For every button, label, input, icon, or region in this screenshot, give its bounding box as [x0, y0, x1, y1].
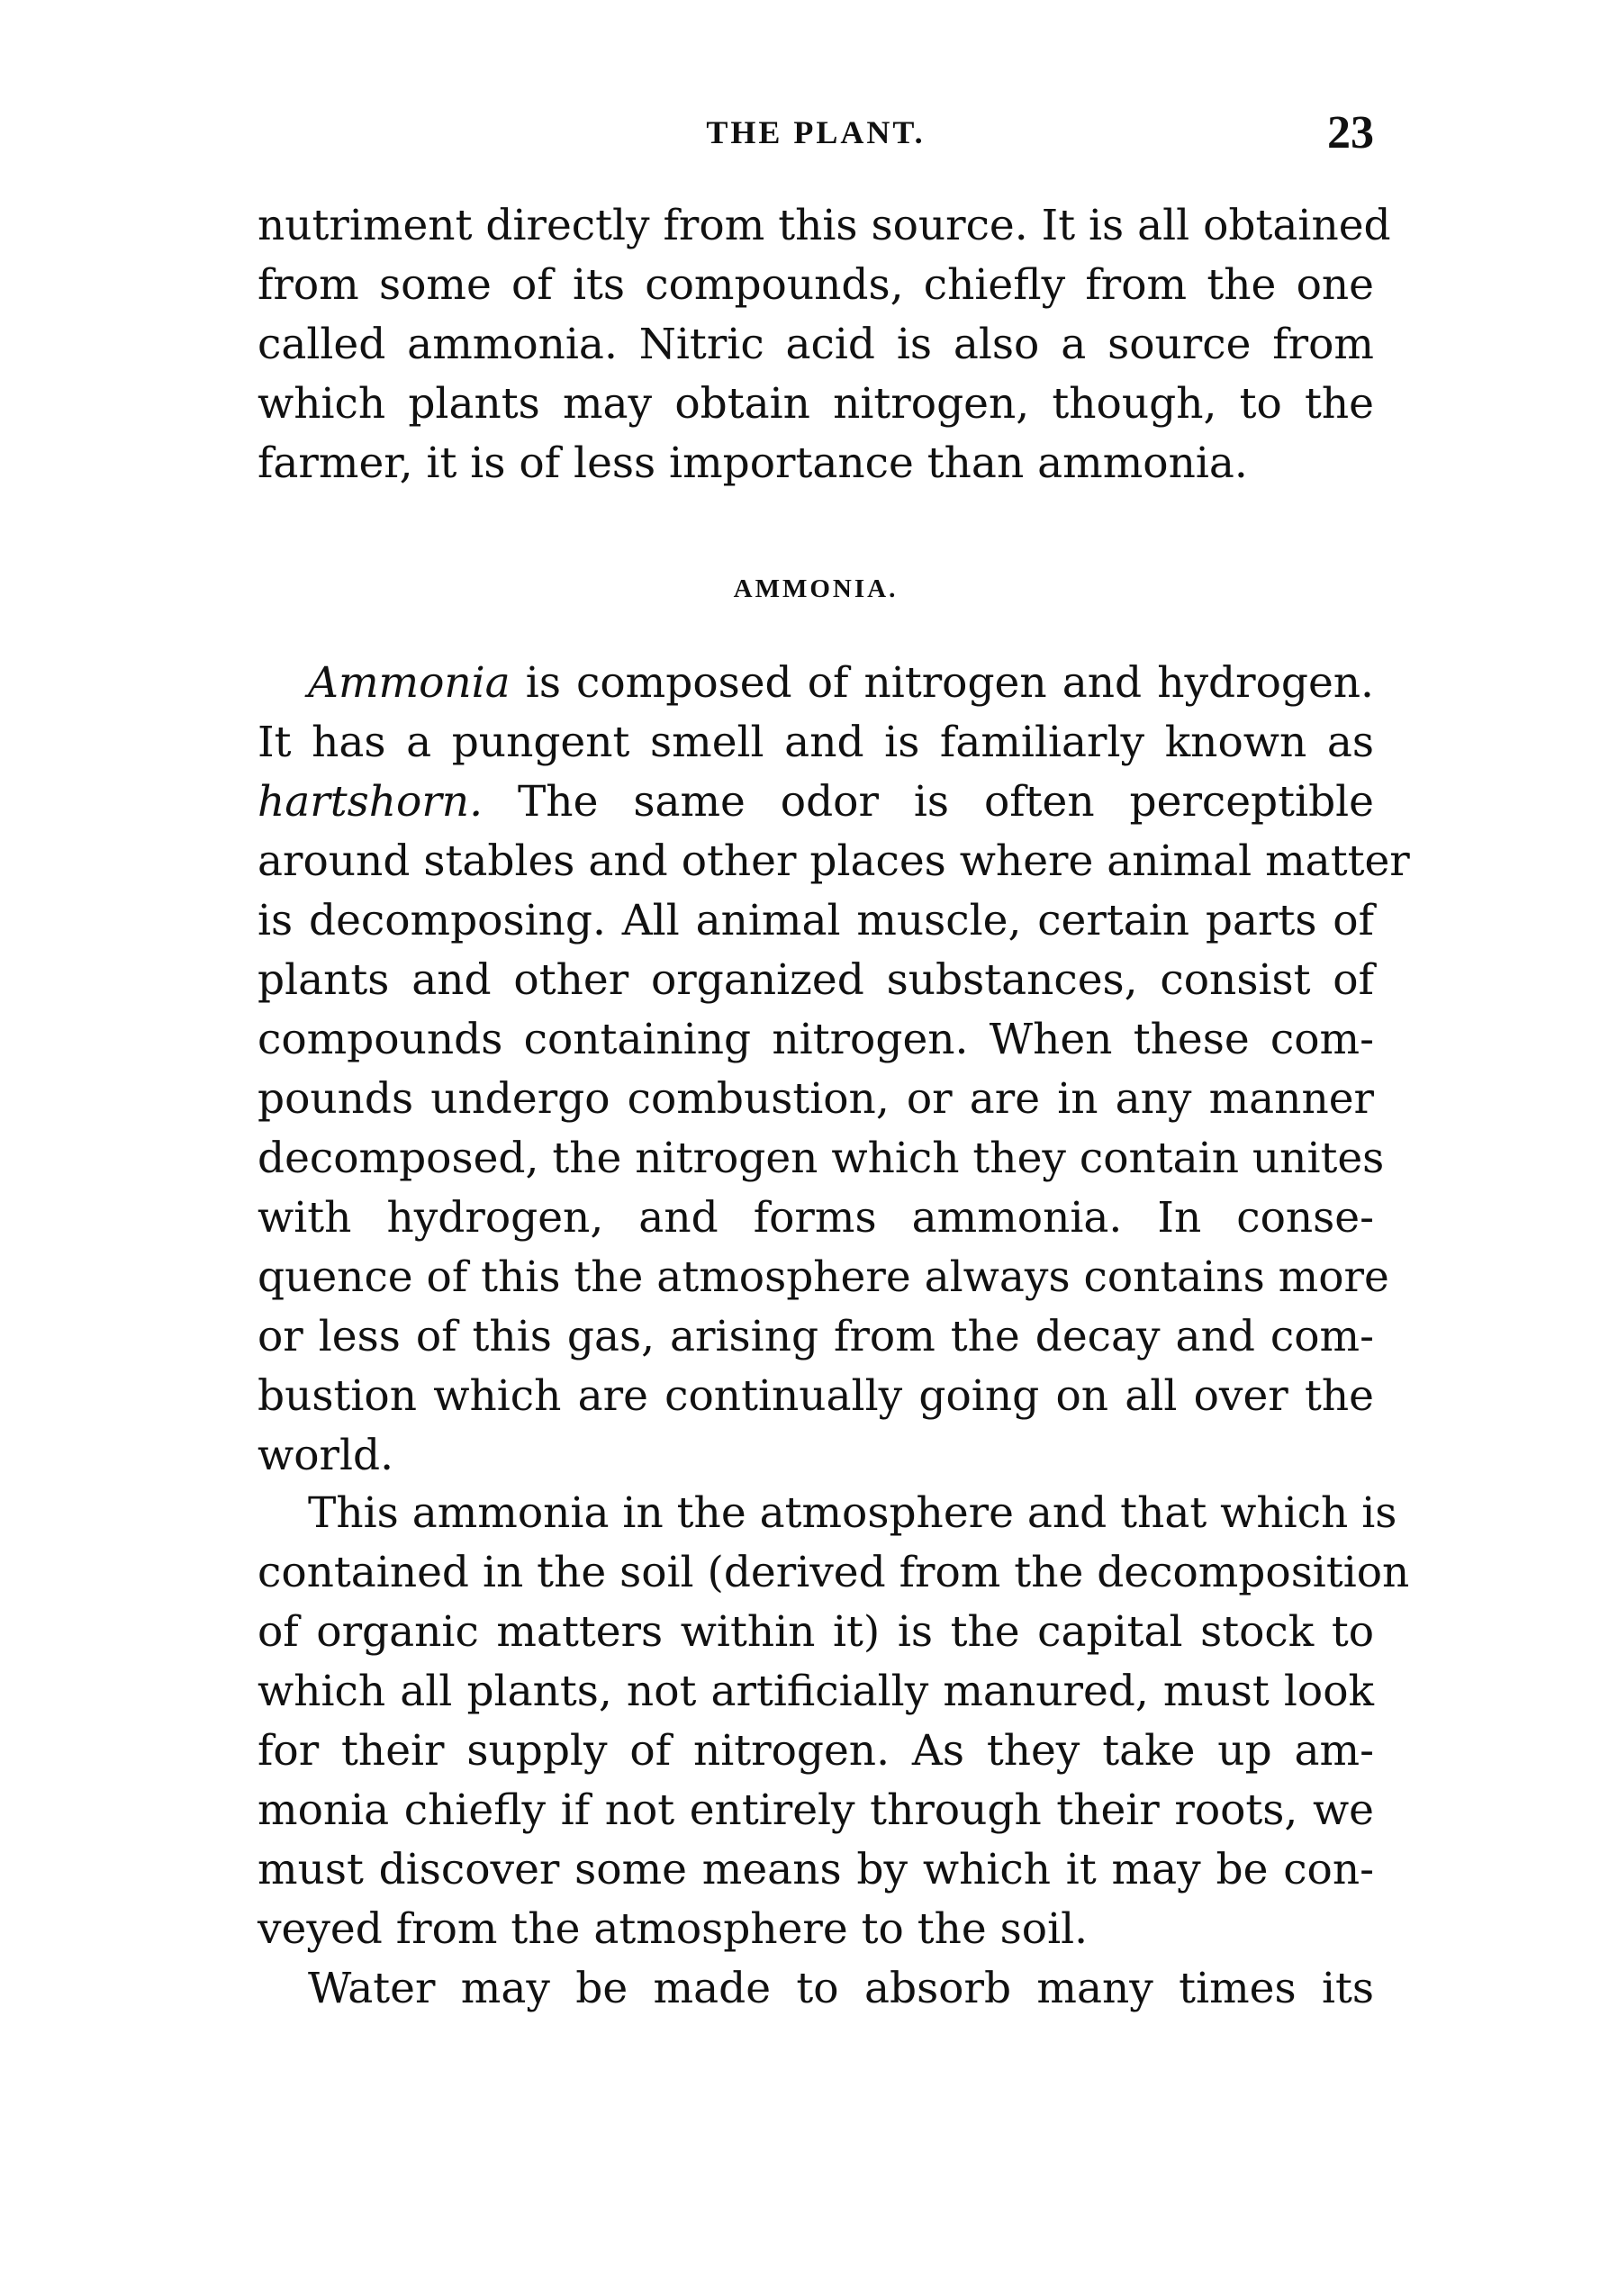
text-line: of organic matters within it) is the capital stock to	[258, 1607, 1374, 1657]
running-head	[258, 106, 1374, 160]
term-hartshorn: hartshorn.	[258, 777, 484, 827]
term-ammonia: Ammonia	[308, 658, 511, 708]
text-line: which all plants, not artificially manured, must look	[258, 1667, 1374, 1716]
text-line: nutriment directly from this source. It is all obtained	[258, 201, 1391, 250]
paragraph-atmosphere	[258, 1484, 1410, 2019]
text-line: quence of this the atmosphere always contains more	[258, 1252, 1389, 1302]
page-number: 23	[1327, 107, 1374, 158]
paragraph-continuation	[258, 196, 1391, 493]
text-line: decomposed, the nitrogen which they contain unites	[258, 1134, 1385, 1183]
text-line: farmer, it is of less importance than ammonia.	[258, 438, 1248, 488]
text-line: for their supply of nitrogen. As they take up am-	[258, 1726, 1374, 1776]
text-line: monia chiefly if not entirely through their roots, we	[258, 1785, 1374, 1835]
text-line: called ammonia. Nitric acid is also a source from	[258, 320, 1374, 369]
paragraph-ammonia	[258, 654, 1410, 1486]
text-line: It has a pungent smell and is familiarly known as	[258, 718, 1374, 767]
text-line: world.	[258, 1431, 394, 1480]
text-line: is decomposing. All animal muscle, certain parts of	[258, 896, 1374, 945]
text-line: or less of this gas, arising from the decay and com-	[258, 1312, 1374, 1361]
running-title: THE PLANT.	[706, 114, 926, 150]
section-heading: AMMONIA.	[733, 574, 899, 603]
text-line	[258, 773, 1374, 832]
text-line: pounds undergo combustion, or are in any manner	[258, 1074, 1374, 1124]
text-line: around stables and other places where animal matter	[258, 836, 1410, 886]
text-fragment: is composed of nitrogen and hydrogen.	[510, 658, 1374, 708]
text-fragment: The same odor is often perceptible	[483, 777, 1374, 827]
text-line: contained in the soil (derived from the decomposition	[258, 1548, 1410, 1597]
text-line: Water may be made to absorb many times its	[308, 1964, 1374, 2013]
text-line: This ammonia in the atmosphere and that which is	[308, 1488, 1397, 1538]
text-line: veyed from the atmosphere to the soil.	[258, 1904, 1089, 1954]
text-line: which plants may obtain nitrogen, though, to the	[258, 379, 1374, 429]
text-line: compounds containing nitrogen. When these com-	[258, 1015, 1374, 1064]
text-line	[258, 654, 1374, 713]
text-line: with hydrogen, and forms ammonia. In conse-	[258, 1193, 1374, 1243]
text-line: bustion which are continually going on all over the	[258, 1371, 1374, 1421]
text-line: must discover some means by which it may be con-	[258, 1845, 1374, 1894]
text-line: plants and other organized substances, consist of	[258, 955, 1374, 1005]
text-line: from some of its compounds, chiefly from the one	[258, 260, 1374, 310]
